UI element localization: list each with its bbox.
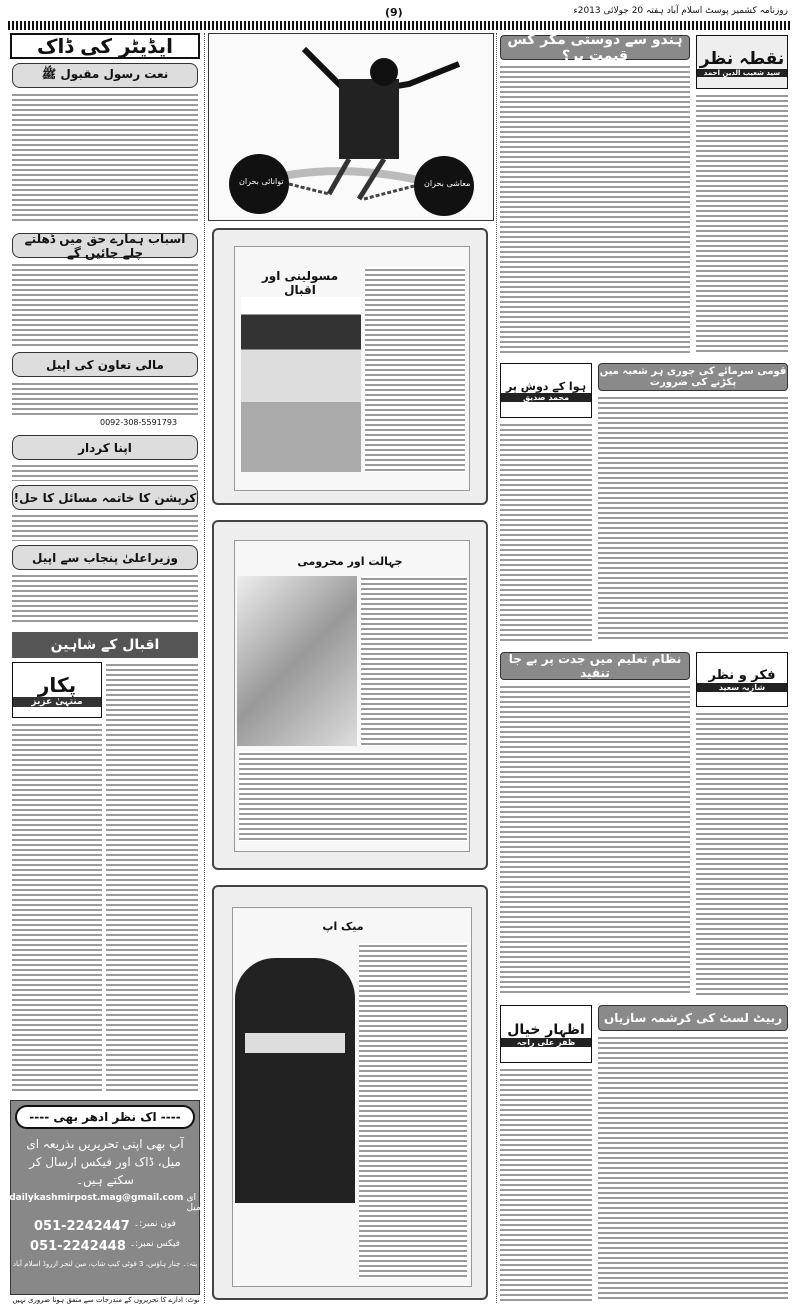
- iqbal-header: اقبال کے شاہین: [12, 632, 198, 658]
- pukar-body: [106, 662, 198, 1092]
- phone: 051-2242447: [34, 1219, 130, 1234]
- page-number: (9): [385, 6, 403, 19]
- letter-title: اسباب ہمارے حق میں ڈھلتے چلے جائیں گے: [12, 233, 198, 258]
- niqab-image: [235, 958, 355, 1203]
- fax: 051-2242448: [30, 1239, 126, 1254]
- article-scroll: [212, 228, 488, 505]
- article-body: [598, 395, 788, 642]
- phone-label: فون نمبر:۔: [133, 1219, 176, 1229]
- izhar-box: [500, 1005, 592, 1063]
- fikr-box: [696, 652, 788, 707]
- article-title: مسولینی اور اقبال: [261, 269, 339, 297]
- article-headline: نظام تعلیم میں جدت پر بے جا تنقید: [500, 652, 690, 680]
- nuqta-title: نقطہ نظر: [699, 48, 785, 69]
- fikr-author: شازیہ سعید: [697, 683, 787, 692]
- article-scroll: [212, 520, 488, 870]
- hawa-author: محمد صدیق: [501, 393, 591, 402]
- article-headline: ہندو سے دوستی مگر کس قیمت پر؟: [500, 35, 690, 60]
- article-title: میک اپ: [322, 920, 364, 933]
- letter-body: [12, 262, 198, 346]
- pukar-author: منتہیٰ عزیز: [13, 697, 101, 707]
- article-body: [500, 422, 592, 642]
- article-body: [359, 943, 467, 1278]
- pukar-title: پکار: [37, 673, 77, 697]
- editor-mail-header: ایڈیٹر کی ڈاک: [10, 33, 200, 59]
- contact-message: آپ بھی اپنی تحریریں بذریعہ ای میل، ڈاک اور فیکس ارسال کر سکتے ہیں۔: [26, 1137, 184, 1187]
- letter-title: مالی تعاون کی اپیل: [12, 352, 198, 377]
- appeal-phone: 0092-308-5591793: [100, 418, 178, 427]
- letter-body: [12, 573, 198, 623]
- naat-title: نعت رسول مقبول ﷺ: [12, 63, 198, 88]
- disclaimer-note: نوٹ: ادارے کا تحریروں کے مندرجات سے متفق ہونا ضروری نہیں: [12, 1296, 200, 1304]
- article-body: [365, 267, 465, 472]
- izhar-author: ظفر علی راجہ: [501, 1038, 591, 1047]
- fax-label: فیکس نمبر:۔: [129, 1239, 180, 1249]
- email-label: ای میل: [186, 1193, 201, 1213]
- letter-body: [12, 513, 198, 541]
- column-divider: [204, 33, 205, 1303]
- article-headline: ربیٹ لسٹ کی کرشمہ سازیاں: [598, 1005, 788, 1031]
- izhar-title: اظہار خیال: [507, 1021, 585, 1038]
- fikr-title: فکر و نظر: [708, 667, 776, 683]
- naat-poem: [12, 92, 198, 222]
- dateline: روزنامہ کشمیر پوسٹ اسلام آباد ہفتہ 20 جولائی 2013ء: [573, 6, 788, 16]
- email[interactable]: dailykashmirpost.mag@gmail.com: [9, 1193, 184, 1203]
- article-body: [696, 711, 788, 996]
- hawa-title: ہوا کے دوش پر: [505, 379, 587, 393]
- article-body: [239, 751, 467, 841]
- article-headline: قومی سرمائے کی چوری ہر شعبہ میں پکڑنے کی ضرورت: [598, 363, 788, 391]
- masthead-rule: [8, 21, 792, 30]
- article-body: [500, 64, 690, 354]
- cartoon: [208, 33, 494, 221]
- cartoon-label-economy: معاشی بحران: [424, 179, 471, 188]
- portrait: [241, 297, 361, 472]
- pukar-box: [12, 662, 102, 718]
- letter-title: اپنا کردار: [12, 435, 198, 460]
- letter-title: کرپشن کا خاتمہ مسائل کا حل!: [12, 485, 198, 510]
- cartoon-label-energy: توانائی بحران: [239, 177, 284, 186]
- article-body: [500, 684, 690, 996]
- nuqta-box: [696, 35, 788, 89]
- contact-title: ---- اک نظر ادھر بھی ----: [15, 1105, 195, 1129]
- article-title: جہالت اور محرومی: [297, 555, 403, 568]
- cartoon-drawing: [209, 34, 493, 220]
- letter-body: [12, 381, 198, 417]
- article-body: [598, 1035, 788, 1302]
- article-body: [500, 1067, 592, 1302]
- letter-body: [12, 463, 198, 481]
- article-body: [361, 576, 467, 746]
- nuqta-author: سید شعیب الدین احمد: [697, 69, 787, 77]
- column-divider: [496, 33, 497, 1303]
- article-image: [237, 576, 357, 746]
- article-scroll: [212, 885, 488, 1300]
- address: پتہ:۔ چنار ہاؤس، 3 فوٹی کیپ شاپ، مین لنجر ازروڈ اسلام آباد: [12, 1260, 198, 1268]
- letter-title: وزیراعلیٰ پنجاب سے اپیل: [12, 545, 198, 570]
- hawa-box: [500, 363, 592, 418]
- article-body: [696, 93, 788, 355]
- contact-box: [10, 1100, 200, 1295]
- pukar-body: [12, 722, 102, 1092]
